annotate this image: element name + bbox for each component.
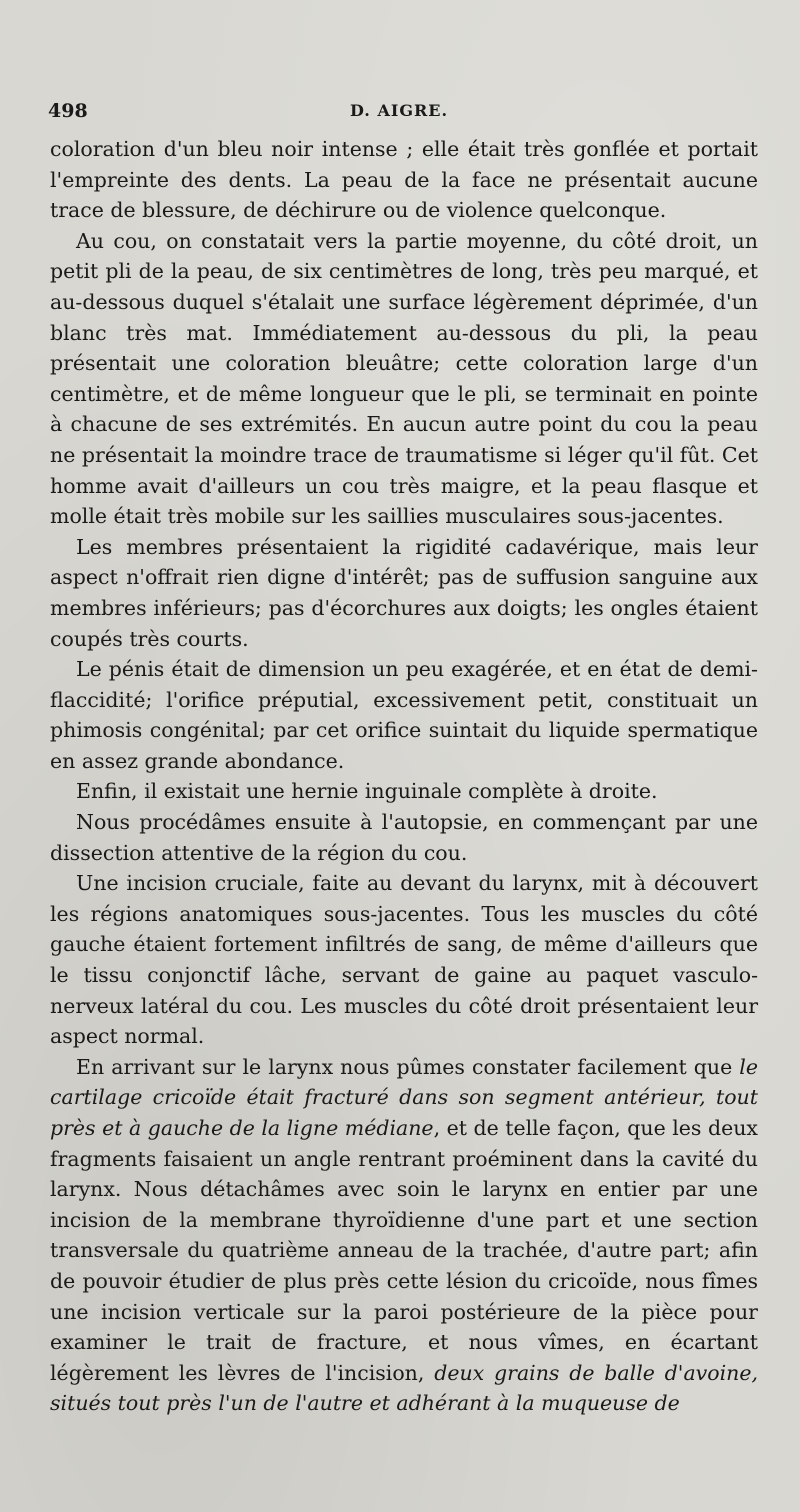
paragraph-3: Les membres présentaient la rigidité cadavérique, mais leur aspect n'offrait rien digne d'intérêt; pas de suffusion sanguine aux membres inférieurs; pas d'écorchures aux doigts; les ongles étaient coupés très courts. xyxy=(50,534,758,651)
paragraph-2: Au cou, on constatait vers la partie moyenne, du côté droit, un petit pli de la peau, de six centimètres de long, très peu marqué, et au-dessous duquel s'étalait une surface légèrement déprimée, d'un blanc très mat. Immédiatement au-dessous du pli, la peau présentait une coloration bleuâtre; cette coloration large d'un centimètre, et de même longueur que le pli, se terminait en pointe à chacune de ses extrémités. En aucun autre point du cou la peau ne présentait la moindre trace de traumatisme si léger qu'il fût. Cet homme avait d'ailleurs un cou très maigre, et la peau flasque et molle était très mobile sur les saillies musculaires sous-jacentes. xyxy=(50,228,758,529)
paragraph-8-seg-1: En arrivant sur le larynx nous pûmes constater facilement que xyxy=(76,1054,740,1079)
paragraph-8-seg-3: , et de telle façon, que les deux fragments faisaient un angle rentrant proéminent dans la cavité du larynx. Nous détachâmes avec soin le larynx en entier par une incision de la membrane thyroïdienne d'une part et une section transversale du quatrième anneau de la trachée, d'autre part; afin de pouvoir étudier de plus près cette lésion du cricoïde, nous fîmes une incision verticale sur la paroi postérieure de la pièce pour examiner le trait de fracture, et nous vîmes, en écartant légèrement les lèvres de l'incision, xyxy=(50,1116,758,1385)
page-header xyxy=(50,92,758,132)
page-number: 498 xyxy=(48,100,88,122)
paragraph-7: Une incision cruciale, faite au devant du larynx, mit à découvert les régions anatomiques sous-jacentes. Tous les muscles du côté gauche étaient fortement infiltrés de sang, de même d'ailleurs que le tissu conjonctif lâche, servant de gaine au paquet vasculo-nerveux latéral du cou. Les muscles du côté droit présentaient leur aspect normal. xyxy=(50,871,758,1049)
paragraph-5: Enfin, il existait une hernie inguinale complète à droite. xyxy=(76,779,658,804)
paragraph-8-seg-4-italic: deux grains de balle d'avoine, situés tout près l'un de l'autre et adhérant à la muqueuse de xyxy=(50,1360,758,1416)
paragraph-4: Le pénis était de dimension un peu exagérée, et en état de demi-flaccidité; l'orifice préputial, excessivement petit, constituait un phimosis congénital; par cet orifice suintait du liquide spermatique en assez grande abondance. xyxy=(50,657,758,773)
paragraph-8-seg-2-italic: le cartilage cricoïde était fracturé dans son segment antérieur, tout près et à gauche de la ligne médiane xyxy=(50,1054,758,1140)
paragraph-8 xyxy=(50,1052,758,1419)
body-text xyxy=(50,134,758,1419)
paragraph-1: coloration d'un bleu noir intense ; elle était très gonflée et portait l'empreinte des dents. La peau de la face ne présentait aucune trace de blessure, de déchirure ou de violence quelconque. xyxy=(50,137,758,223)
paragraph-6: Nous procédâmes ensuite à l'autopsie, en commençant par une dissection attentive de la région du cou. xyxy=(50,810,758,865)
running-head: D. AIGRE. xyxy=(350,101,449,120)
